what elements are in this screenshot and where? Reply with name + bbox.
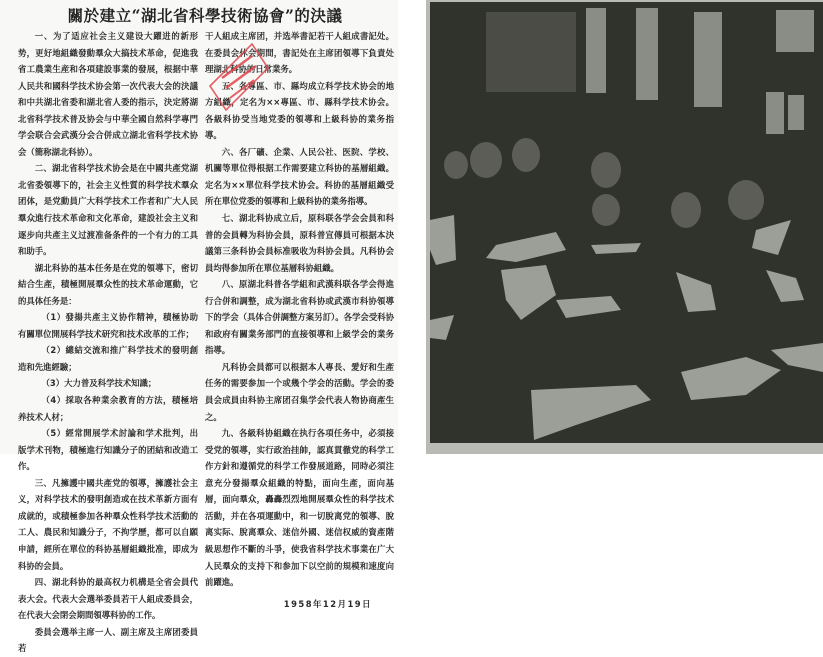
window bbox=[636, 8, 658, 100]
window bbox=[776, 10, 814, 52]
paragraph: 七、湖北科协成立后，原科联各学会会員和科普的会員轉为科协会員，原科普宣傳員可根据本決議第三条科协会員标准吸收为科协会員。凡科协会員均得参加所在單位基層科协組織。 bbox=[205, 213, 394, 273]
paragraph: 八、原湖北科普各学組和武漢科联各学会得進行合併和調整，成为湖北省科协或武漢市科协領導下的学会（具体合併調整方案另訂）。各学会受科协和政府有關業务部門的直接領導和上級学会的業务指導。 bbox=[205, 279, 394, 356]
crowd-photo bbox=[426, 0, 823, 454]
paragraph: 二、湖北省科学技术协会是在中國共產党湖北省委領導下的，社会主义性質的科学技术羣众团体，是党動員广大科学技术工作者和广大人民羣众進行技术革命和文化革命，建設社会主义和逐步向共產主义过渡准备条件的一个有力的工具和助手。 bbox=[18, 163, 198, 257]
task-item: （3）大力普及科学技术知識； bbox=[41, 378, 157, 389]
task-item: （2）總結交流和推广科学技术的發明創造和先進經驗； bbox=[18, 345, 198, 372]
right-column bbox=[205, 28, 394, 612]
task-item: （4）採取各种業余教育的方法，積極培养技术人材； bbox=[18, 395, 198, 422]
paragraph: 凡科协会員都可以根据本人專長、愛好和生產任务的需要参加一个或幾个学会的活動。学会的委員会成員由科协主席团召集学会代表人物协商產生之。 bbox=[205, 361, 394, 422]
document-title: 關於建立“湖北省科學技術協會”的決議 bbox=[67, 6, 343, 25]
window bbox=[788, 95, 804, 130]
paragraph: 三、凡擁護中國共產党的領導，擁護社会主义，对科学技术的發明創造或在技术革新方面有成就的，或積極参加各种羣众性科学技术活動的工人、農民和知識分子，不拘学歷，都可以自願申請，經所在單位的科协基層組織批准，即成为科协的会員。 bbox=[18, 477, 198, 571]
red-seal-stamp bbox=[208, 42, 270, 112]
document-date: 1958年12月19日 bbox=[283, 598, 372, 609]
window bbox=[766, 92, 784, 134]
paragraph: 委員会選举主席一人、副主席及主席团委員若 bbox=[18, 626, 198, 654]
resolution-document bbox=[0, 0, 398, 654]
paragraph: 一、为了适应社会主义建设大躍进的新形势，更好地組織發動羣众大搞技术革命，促進我省工農業生産和各項建設事業的發展，根据中華人民共和國科学技术协会第一次代表大会的決議和中共湖北省委和湖北省人委的指示，決定將湖北省科学技术普及协会与中華全國自然科学專門学会联合会武漢分会合併成立湖北省科学技术协会（簡称湖北科协）。 bbox=[18, 31, 198, 157]
task-item: （1）發揚共產主义协作精神，積極协助有關單位開展科学技术研究和技术改革的工作； bbox=[18, 312, 198, 339]
wall-panel bbox=[486, 12, 576, 92]
paragraph: 九、各級科协組織在执行各項任务中，必須接受党的領導，实行政治挂帥，認真貫徹党的科学工作方針和遵循党的科学工作發展道路，同時必須注意充分發揚羣众組織的特點，面向生產，面向基層，面向羣众，轟轟烈烈地開展羣众性的科学技术活動，并在各項運動中，和一切脫离党的領導、脫离实际、脫离羣众、迷信外國、迷信权威的資產階級思想作不斷的斗爭，使我省科学技术事業在广大人民羣众的支持下和参加下以空前的規模和速度向前躍進。 bbox=[205, 428, 394, 588]
window bbox=[586, 8, 606, 93]
paragraph: 六、各厂礦、企業、人民公社、医院、学校、机關等單位得根据工作需要建立科协的基層組織。定名为××單位科学技术协会。科协的基層組織受所在單位党委的領導和上級科协的業务指導。 bbox=[205, 146, 394, 207]
paragraph: 干人組成主席团，并选举書記若干人組成書記处。在委員会休会期間，書記处在主席团領導下負責处理湖北科协的日常業务。 bbox=[205, 31, 394, 75]
window bbox=[694, 12, 722, 107]
task-item: （5）經常開展学术討論和学术批判，出版学术刊物，積極進行知識分子的团結和改造工作。 bbox=[18, 428, 198, 472]
paragraph: 五、各專區、市、縣均成立科学技术协会的地方組織，定名为××專區、市、縣科学技术协会。各級科协受当地党委的領導和上級科协的業务指導。 bbox=[205, 80, 394, 141]
paragraph: 四、湖北科协的最高权力机構是全省会員代表大会。代表大会選举委員若干人組成委員会，在代表大会閉会期間領導科协的工作。 bbox=[18, 577, 198, 621]
left-column bbox=[18, 28, 198, 657]
paragraph: 湖北科协的基本任务是在党的領導下，密切結合生產，積極開展羣众性的技术革命運動，它的具体任务是： bbox=[18, 262, 198, 306]
